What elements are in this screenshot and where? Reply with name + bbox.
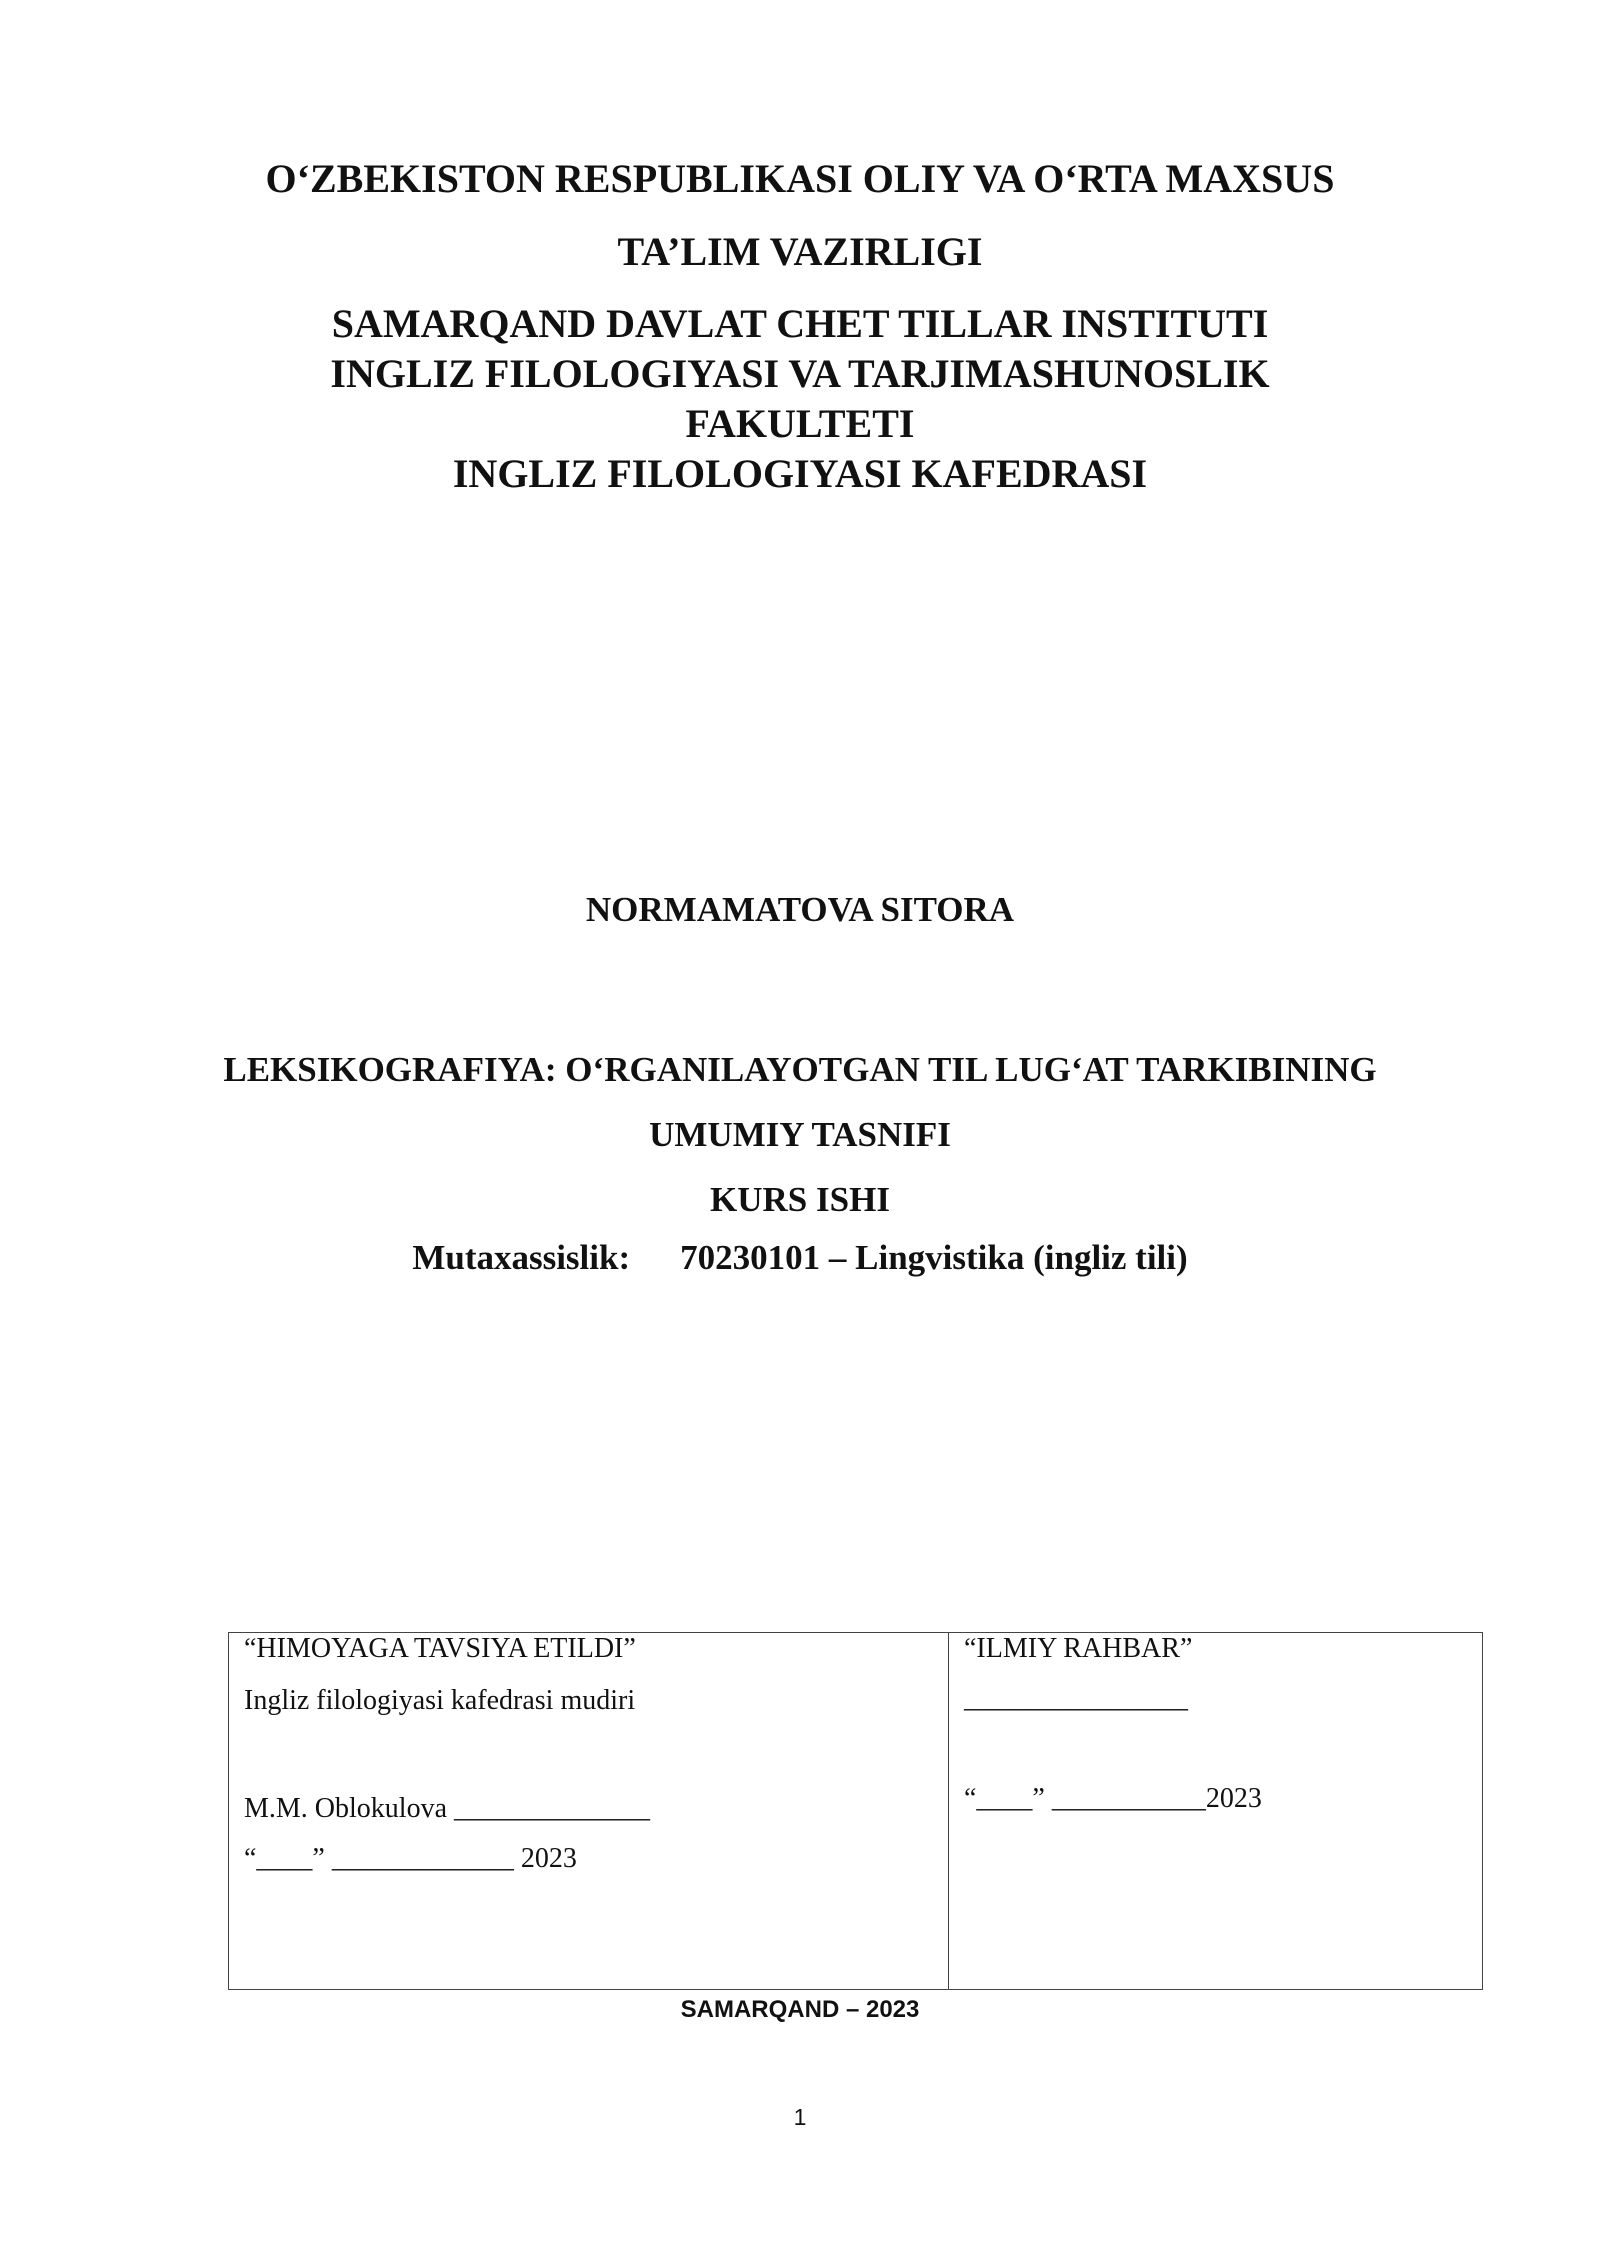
table-divider [948,1633,949,1989]
faculty-line-2: FAKULTETI [685,401,915,446]
head-date-line: “____” _____________ 2023 [244,1843,577,1874]
supervisor-title: “ILMIY RAHBAR” [964,1633,1193,1664]
recommend-title: “HIMOYAGA TAVSIYA ETILDI” [244,1633,636,1664]
topic-line-2: UMUMIY TASNIFI [649,1115,951,1154]
page-number: 1 [793,2104,807,2130]
supervisor-signature-line: ________________ [964,1683,1188,1714]
topic-line-1: LEKSIKOGRAFIYA: O‘RGANILAYOTGAN TIL LUG‘AT TARKIBINING [223,1050,1377,1089]
head-signature-line: M.M. Oblokulova ______________ [244,1793,650,1824]
author-name: NORMAMATOVA SITORA [585,890,1015,929]
ministry-line-1: O‘ZBEKISTON RESPUBLIKASI OLIY VA O‘RTA MAXSUS [265,156,1335,201]
supervisor-date-line: “____” ___________2023 [964,1783,1262,1814]
work-type: KURS ISHI [710,1180,890,1219]
institute-name: SAMARQAND DAVLAT CHET TILLAR INSTITUTI [331,301,1269,346]
city-year: SAMARQAND – 2023 [680,1996,920,2023]
specialty [0,1238,1600,1278]
department-name: INGLIZ FILOLOGIYASI KAFEDRASI [452,451,1148,496]
signature-table [228,1632,1483,1990]
specialty-value: 70230101 – Lingvistika (ingliz tili) [680,1238,1188,1277]
ministry-line-2: TA’LIM VAZIRLIGI [617,229,983,274]
head-role: Ingliz filologiyasi kafedrasi mudiri [244,1685,636,1716]
specialty-label: Mutaxassislik: [412,1238,631,1277]
faculty-line-1: INGLIZ FILOLOGIYASI VA TARJIMASHUNOSLIK [330,351,1270,396]
